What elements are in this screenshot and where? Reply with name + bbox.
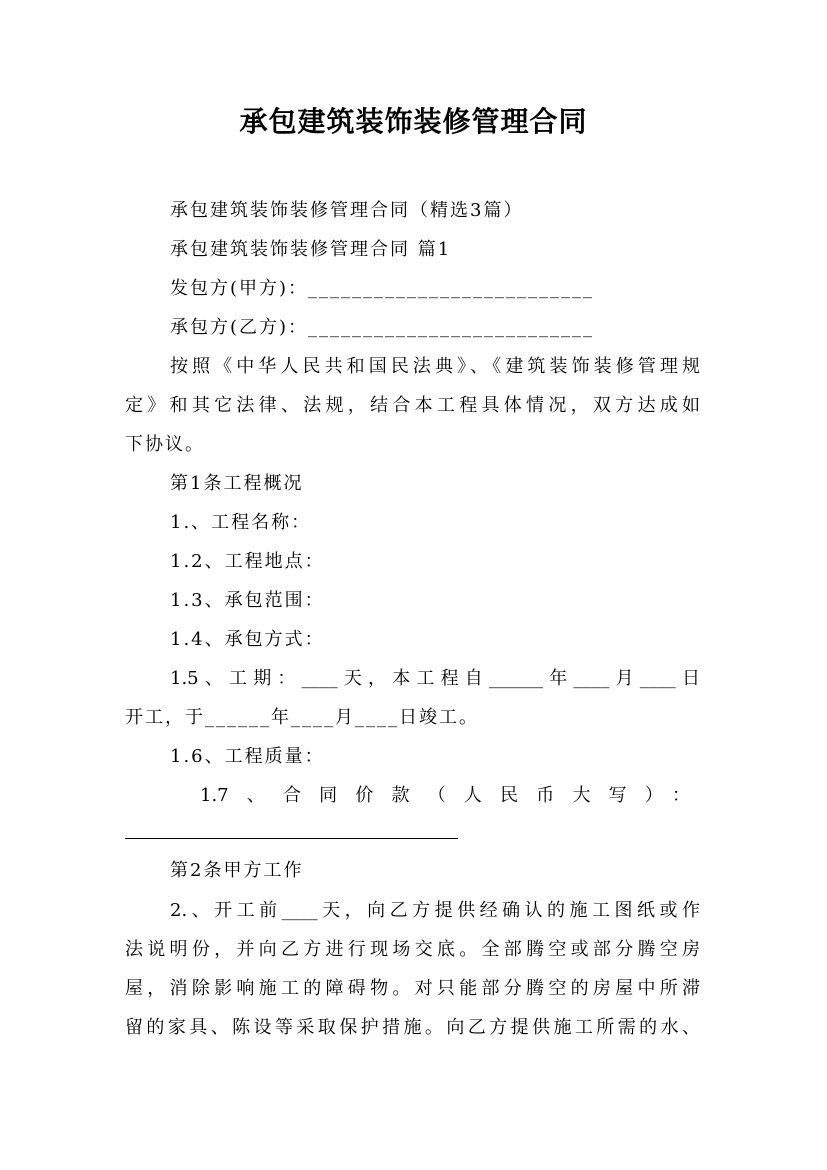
blank-underline [125, 838, 458, 839]
paragraph-line: 留的家具、陈设等采取保护措施。向乙方提供施工所需的水、 [125, 1017, 700, 1038]
paragraph-line: 1.6、工程质量： [170, 746, 325, 767]
paragraph-line: 法说明份，并向乙方进行现场交底。全部腾空或部分腾空房 [125, 939, 700, 960]
paragraph-line: 1.3、承包范围： [170, 590, 325, 611]
paragraph-line: 承包建筑装饰装修管理合同（精选3篇） [170, 200, 524, 221]
paragraph-line: 承包建筑装饰装修管理合同 篇1 [170, 239, 452, 260]
paragraph-line: 2.、开工前____天，向乙方提供经确认的施工图纸或作 [170, 900, 700, 921]
paragraph-line: 1.4、承包方式： [170, 629, 325, 650]
paragraph-line: 1.2、工程地点： [170, 551, 325, 572]
paragraph-line: 1.7、合同价款（人民币大写）： [200, 785, 690, 806]
paragraph-line: 发包方(甲方)：__________________________ [170, 278, 595, 299]
document-title: 承包建筑装饰装修管理合同 [239, 105, 588, 138]
paragraph-line: 屋，消除影响施工的障碍物。对只能部分腾空的房屋中所滞 [125, 978, 700, 999]
paragraph-line: 定》和其它法律、法规，结合本工程具体情况，双方达成如 [125, 395, 700, 416]
section-heading: 第1条工程概况 [170, 473, 304, 494]
paragraph-line: 1.、工程名称： [170, 512, 312, 533]
paragraph-line: 按照《中华人民共和国民法典》、《建筑装饰装修管理规 [170, 356, 700, 377]
paragraph-line: 承包方(乙方)：__________________________ [170, 317, 595, 338]
paragraph-line: 下协议。 [125, 434, 205, 455]
section-heading: 第2条甲方工作 [170, 860, 304, 881]
paragraph-line: 开工，于______年____月____日竣工。 [125, 707, 479, 728]
paragraph-line: 1.5、工期：____天，本工程自______年____月____日 [170, 668, 700, 689]
